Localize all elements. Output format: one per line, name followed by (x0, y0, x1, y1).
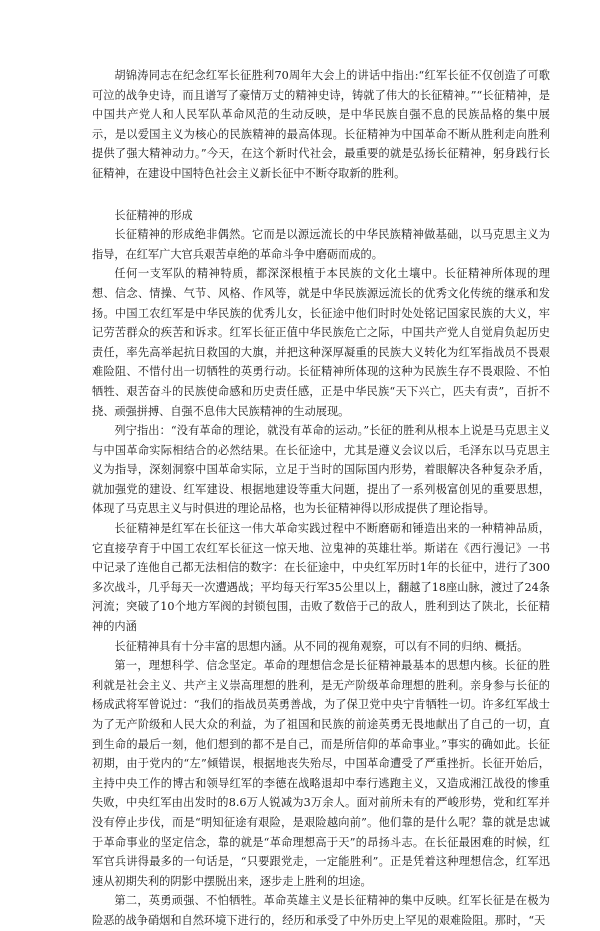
document-body (92, 66, 550, 931)
paragraph-connotation-intro: 长征精神具有十分丰富的思想内涵。从不同的视角观察，可以有不同的归纳、概括。 (114, 639, 529, 653)
paragraph-marxism-guidance: 列宁指出：“没有革命的理论，就没有革命的运动。”长征的胜利从根本上说是马克思主义与中国革命实际相结合的必然结果。在长征途中，尤其是遵义会议以后，毛泽东以马克思主义为指导，深刻洞察中国革命实际，立足于当时的国际国内形势，着眼解决各种复杂矛盾，就加强党的建设、红军建设、根据地建设等重大问题，提出了一系列极富创见的重要思想，体现了马克思主义与时俱进的理论品格，也为长征精神得以形成提供了理论指导。 (92, 424, 550, 516)
section-heading: 长征精神的形成 (114, 208, 193, 222)
intro-paragraph: 胡锦涛同志在纪念红军长征胜利70周年大会上的讲话中指出:“红军长征不仅创造了可歌可泣的战争史诗，而且谱写了豪情万丈的精神史诗，铸就了伟大的长征精神。”“长征精神，是中国共产党人和人民军队革命风范的生动反映，是中华民族自强不息的民族品格的集中展示，是以爱国主义为核心的民族精神的最高体现。长征精神为中国革命不断从胜利走向胜利提供了强大精神动力。”今天，在这个新时代社会，最重要的就是弘扬长征精神，躬身践行长征精神，在建设中国特色社会主义新长征中不断夺取新的胜利。 (92, 69, 550, 180)
paragraph-first-ideals: 第一，理想科学、信念坚定。革命的理想信念是长征精神最基本的思想内核。长征的胜利就是社会主义、共产主义崇高理想的胜利，是无产阶级革命理想的胜利。亲身参与长征的杨成武将军曾说过：“我们的指战员英勇善战，为了保卫党中央宁肯牺牲一切。许多红军战士为了无产阶级和人民大众的利益，为了祖国和民族的前途英勇无畏地献出了自己的一切，直到生命的最后一刻，他们想到的都不是自己，而是所信仰的革命事业。”事实的确如此。长征初期，由于党内的“左”倾错误，根据地丧失殆尽，中国革命遭受了严重挫折。长征开始后，主持中央工作的博古和领导红军的李德在战略退却中奉行逃跑主义，又造成湘江战役的惨重失败，中央红军由出发时的8.6万人锐减为3万余人。面对前所未有的严峻形势，党和红军并没有停止步伐，而是“明知征途有艰险，是艰险越向前”。他们靠的是什么呢？靠的就是忠诚于革命事业的坚定信念，靠的就是“革命理想高于天”的昂扬斗志。在长征最困难的时候，红军官兵讲得最多的一句话是，“只要跟党走，一定能胜利”。正是凭着这种理想信念，红军迅速从初期失利的阴影中摆脱出来，逐步走上胜利的坦途。 (92, 659, 550, 888)
paragraph-revolutionary-practice: 长征精神是红军在长征这一伟大革命实践过程中不断磨砺和锤造出来的一种精神品质，它直接孕育于中国工农红军长征这一惊天地、泣鬼神的英雄壮举。斯诺在《西行漫记》一书中记录了连他自己都无法相信的数字：在长征途中，中央红军历时1年的长征中，进行了300多次战斗，几乎每天一次遭遇战；平均每天行军35公里以上，翻越了18座山脉，渡过了24条河流；突破了10个地方军阀的封锁包围，击败了数倍于己的敌人，胜利到达了陕北，长征精神的内涵 (92, 522, 550, 634)
paragraph-formation-intro: 长征精神的形成绝非偶然。它而是以源远流长的中华民族精神做基础，以马克思主义为指导，在红军广大官兵艰苦卓绝的革命斗争中磨砺而成的。 (92, 228, 550, 261)
paragraph-second-heroism: 第二，英勇顽强、不怕牺牲。革命英雄主义是长征精神的集中反映。红军长征是在极为险恶的战争硝烟和自然环境下进行的，经历和承受了中外历史上罕见的艰难险阻。那时，“天 (92, 894, 550, 927)
paragraph-cultural-roots: 任何一支军队的精神特质，都深深根植于本民族的文化土壤中。长征精神所体现的理想、信念、情操、气节、风格、作风等，就是中华民族源远流长的优秀文化传统的继承和发扬。中国工农红军是中华民族的优秀儿女，长征途中他们时时处处铭记国家民族的大义，牢记劳苦群众的疾苦和诉求。红军长征正值中华民族危亡之际，中国共产党人自觉肩负起历史责任，率先高举起抗日救国的大旗，并把这种深厚凝重的民族大义转化为红军指战员不畏艰难险阻、不惜付出一切牺牲的英勇行动。长征精神所体现的这种为民族生存不畏艰险、不怕牺牲、艰苦奋斗的民族使命感和历史责任感，正是中华民族“天下兴亡，匹夫有责”，百折不挠、顽强拼搏、自强不息伟大民族精神的生动展现。 (92, 267, 550, 418)
